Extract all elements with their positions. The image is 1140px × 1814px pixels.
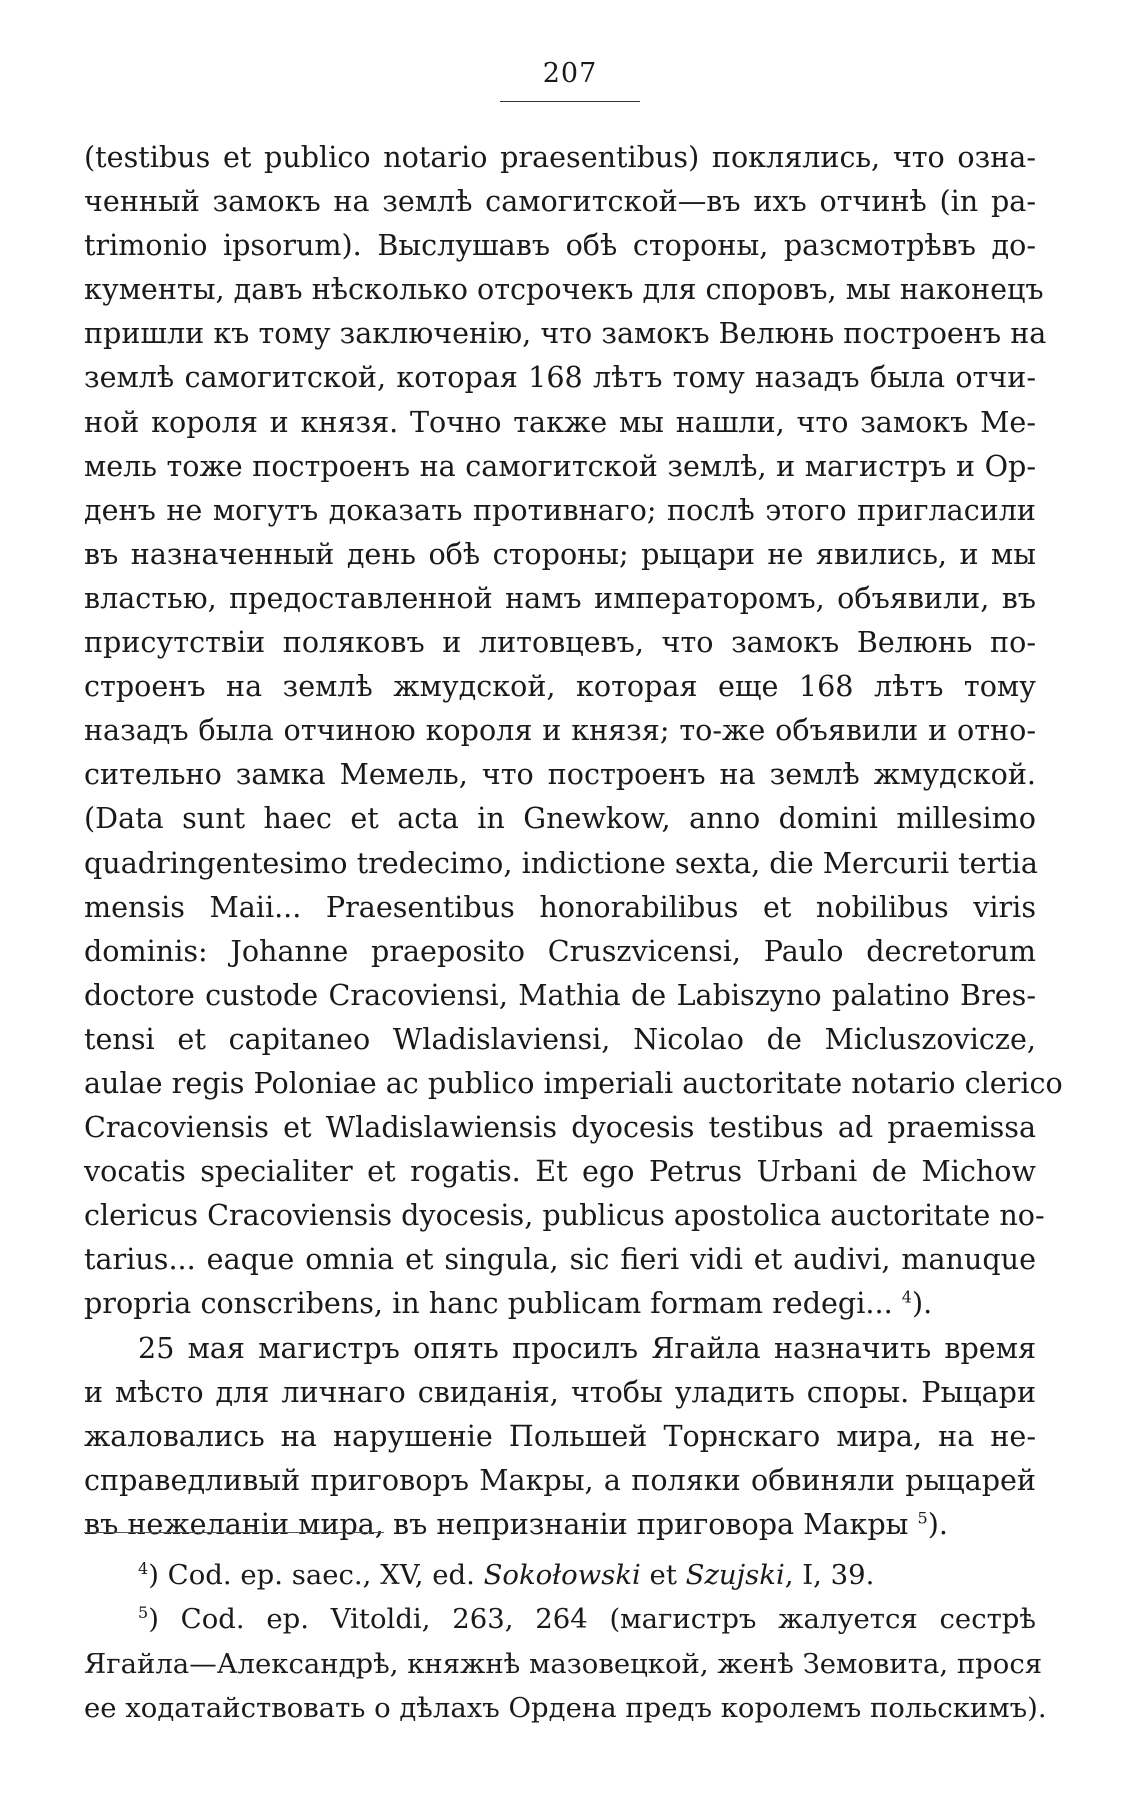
text-line: (testibus et publico notario praesentibus) поклялись, что озна- bbox=[84, 140, 1036, 174]
text-line: (Data sunt haec et acta in Gnewkow, anno domini millesimo bbox=[84, 801, 1036, 836]
paragraph-line-with-footnote bbox=[84, 1502, 1036, 1546]
footnote-5-line: Ягайла—Александрѣ, княжнѣ мазовецкой, женѣ Земовита, прося bbox=[84, 1647, 1043, 1680]
footnote-text: , I, 39. bbox=[784, 1559, 875, 1591]
footnote-text: et bbox=[640, 1559, 686, 1591]
paragraph-line: 25 мая магистръ опять просилъ Ягайла назначить время bbox=[138, 1330, 1036, 1365]
text-line: ченный замокъ на землѣ самогитской—въ ихъ отчинѣ (in pa- bbox=[84, 184, 1036, 219]
text-line: денъ не могутъ доказать противнаго; послѣ этого пригласили bbox=[84, 492, 1036, 527]
text-line: vocatis specialiter et rogatis. Et ego Petrus Urbani de Michow bbox=[84, 1154, 1036, 1189]
page-number-rule bbox=[500, 101, 640, 102]
text-line: пришли къ тому заключенію, что замокъ Велюнь построенъ на bbox=[84, 316, 1047, 351]
text-line: землѣ самогитской, которая 168 лѣтъ тому назадъ была отчи- bbox=[84, 360, 1036, 395]
footnote-marker: 5 bbox=[138, 1603, 149, 1623]
footnote-marker: 4 bbox=[138, 1558, 149, 1578]
footnote-ref-5: 5 bbox=[917, 1508, 928, 1528]
text-line: мель тоже построенъ на самогитской землѣ, и магистръ и Ор- bbox=[84, 448, 1036, 483]
text-line: въ назначенный день обѣ стороны; рыцари не явились, и мы bbox=[84, 536, 1036, 571]
text-line: quadringentesimo tredecimo, indictione sexta, die Mercurii tertia bbox=[84, 845, 1038, 880]
text-line: присутствіи поляковъ и литовцевъ, что замокъ Велюнь по- bbox=[84, 625, 1036, 660]
footnotes bbox=[84, 1553, 1047, 1730]
footnote-ref-4: 4 bbox=[901, 1287, 912, 1307]
text-line: clericus Cracoviensis dyocesis, publicus apostolica auctoritate no- bbox=[84, 1198, 1045, 1233]
page-number: 207 bbox=[542, 58, 598, 89]
text-line: кументы, давъ нѣсколько отсрочекъ для споровъ, мы наконецъ bbox=[84, 272, 1044, 307]
text-fragment: ). bbox=[927, 1506, 948, 1541]
text-line: mensis Maii... Praesentibus honorabilibus et nobilibus viris bbox=[84, 889, 1036, 924]
footnote-author: Szujski bbox=[685, 1559, 785, 1591]
text-line: doctore custode Cracoviensi, Mathia de Labiszyno palatino Bres- bbox=[84, 977, 1036, 1012]
text-line: сительно замка Мемель, что построенъ на землѣ жмудской. bbox=[84, 757, 1036, 792]
text-line: строенъ на землѣ жмудской, которая еще 168 лѣтъ тому bbox=[84, 669, 1036, 704]
text-line: tarius... eaque omnia et singula, sic fieri vidi et audivi, manuque bbox=[84, 1242, 1036, 1277]
text-fragment: въ нежеланіи мира, въ непризнаніи приговора Макры bbox=[84, 1506, 909, 1541]
text-line: tensi et capitaneo Wladislaviensi, Nicolao de Micluszovicze, bbox=[84, 1021, 1036, 1056]
footnote-text: ) Cod. ep. saec., XV, ed. bbox=[148, 1559, 484, 1591]
footnote-5 bbox=[84, 1597, 1036, 1641]
footnote-author: Sokołowski bbox=[483, 1559, 641, 1591]
footnote-4 bbox=[84, 1553, 1036, 1597]
paragraph-line: и мѣсто для личнаго свиданія, чтобы уладить споры. Рыцари bbox=[84, 1374, 1036, 1409]
text-line: назадъ была отчиною короля и князя; то-же объявили и отно- bbox=[84, 713, 1036, 748]
footnote-separator bbox=[84, 1532, 384, 1533]
text-line: aulae regis Poloniae ac publico imperiali auctoritate notario clerico bbox=[84, 1065, 1063, 1100]
text-fragment: propria conscribens, in hanc publicam formam redegi... bbox=[84, 1286, 893, 1321]
text-line-with-footnote bbox=[84, 1281, 1036, 1325]
text-line: властью, предоставленной намъ императоромъ, объявили, въ bbox=[84, 580, 1036, 615]
text-line: ной короля и князя. Точно также мы нашли, что замокъ Ме- bbox=[84, 404, 1036, 439]
footnote-text: ) Cod. ep. Vitoldi, 263, 264 (магистръ жалуется сестрѣ bbox=[148, 1603, 1036, 1636]
paragraph-line: жаловались на нарушеніе Польшей Торнскаго мира, на не- bbox=[84, 1418, 1036, 1453]
text-fragment: ). bbox=[911, 1286, 933, 1321]
paragraph-line: справедливый приговоръ Макры, а поляки обвиняли рыцарей bbox=[84, 1462, 1036, 1497]
footnote-5-line: ее ходатайствовать о дѣлахъ Ордена предъ королемъ польскимъ). bbox=[84, 1691, 1047, 1724]
main-text bbox=[84, 135, 1063, 1546]
text-line: dominis: Johanne praeposito Cruszvicensi, Paulo decretorum bbox=[84, 933, 1036, 968]
text-line: trimonio ipsorum). Выслушавъ обѣ стороны, разсмотрѣвъ до- bbox=[84, 228, 1036, 263]
text-line: Cracoviensis et Wladislawiensis dyocesis testibus ad praemissa bbox=[84, 1110, 1036, 1145]
